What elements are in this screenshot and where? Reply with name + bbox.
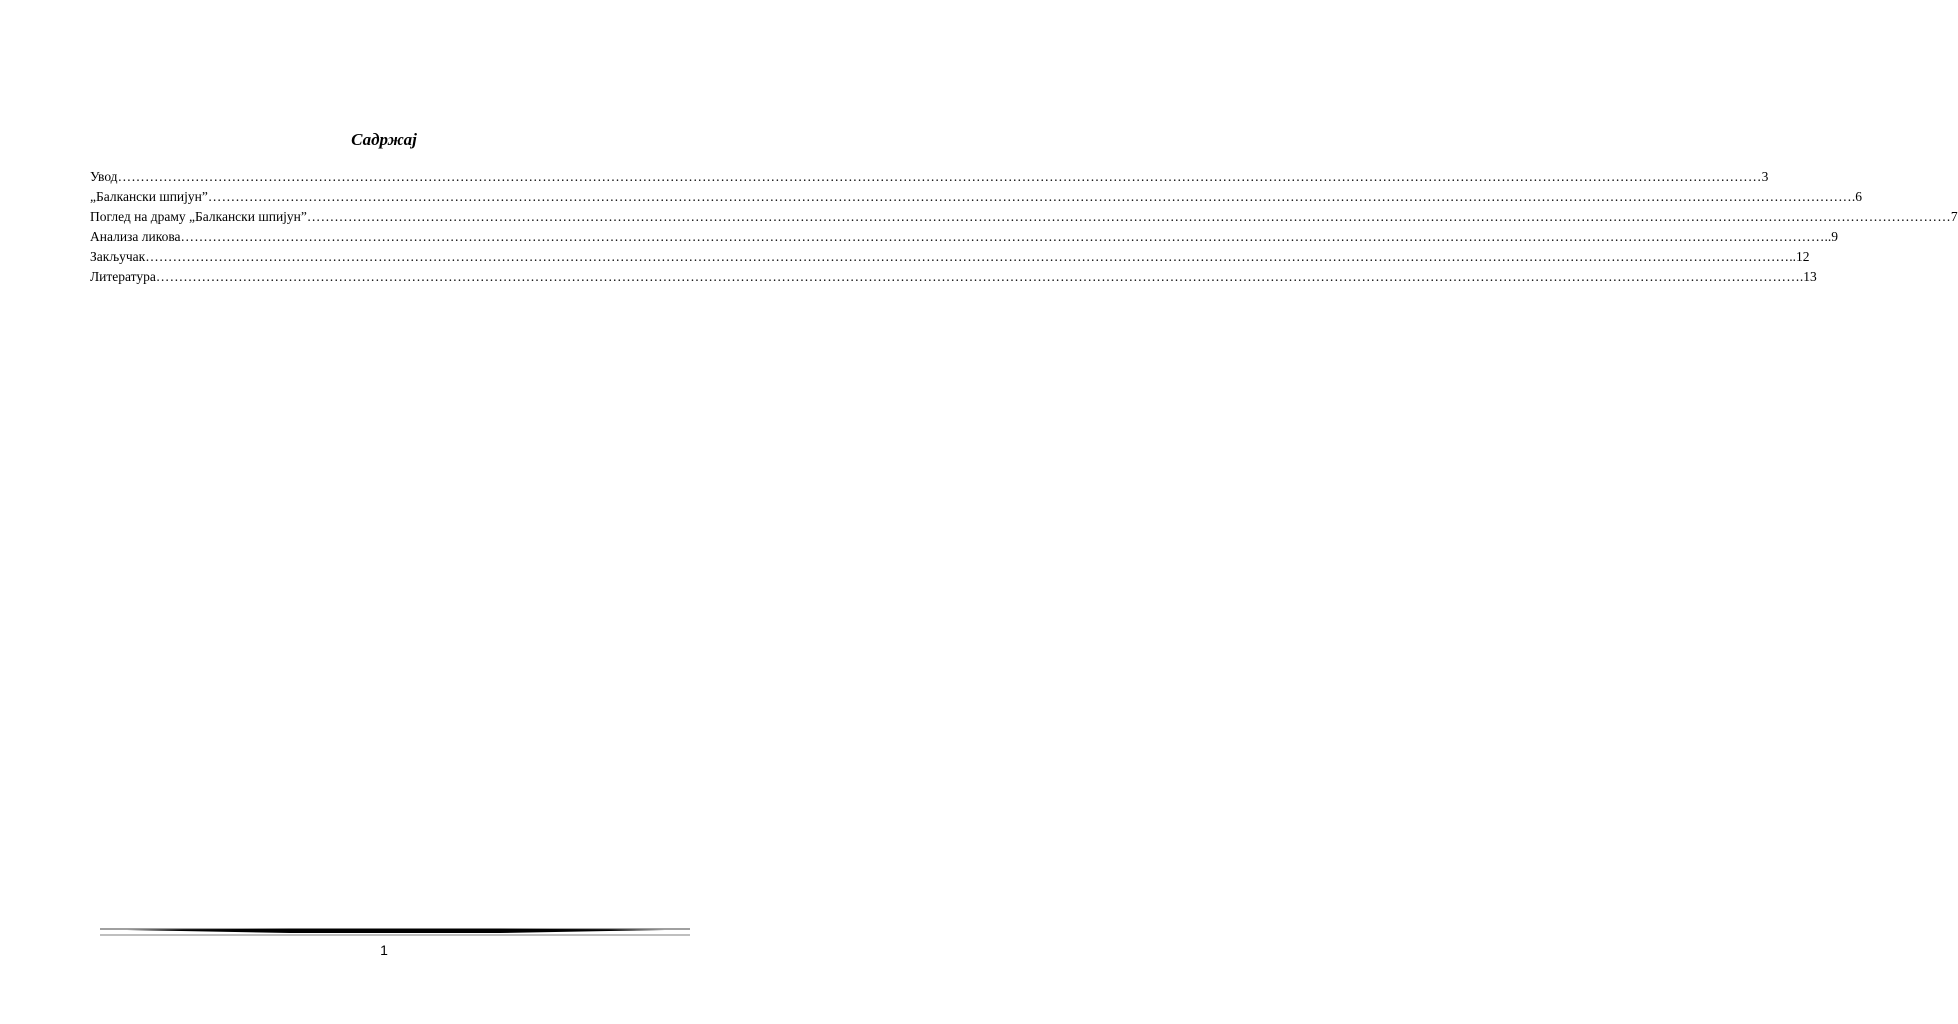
toc-entry-label: Анализа ликова [90, 229, 181, 244]
toc-entry-label: Литература [90, 269, 156, 284]
toc-entry-character-analysis [90, 227, 1839, 247]
toc-entry-page: ..12 [1789, 249, 1810, 264]
toc-entry-drama-overview [90, 207, 1958, 227]
toc-entry-page: 7 [1950, 209, 1958, 224]
dot-leader: ……………………………………………………………………………………………………………………………………………………………………………………………………………………………………………………………………………………………………………………………… [306, 209, 1951, 224]
toc-entry-page: ..9 [1824, 229, 1839, 244]
toc-entry-page: .6 [1851, 189, 1862, 204]
toc-entry-conclusion [90, 247, 1810, 267]
dot-leader: ……………………………………………………………………………………………………………………………………………………………………………………………………………………………………………………………………………………………………………………………… [180, 229, 1825, 244]
dot-leader: ……………………………………………………………………………………………………………………………………………………………………………………………………………………………………………………………………………………………………………………………… [117, 169, 1762, 184]
toc-entry-label: „Балкански шпијун” [90, 189, 208, 204]
dot-leader: ……………………………………………………………………………………………………………………………………………………………………………………………………………………………………………………………………………………………………………………………… [207, 189, 1852, 204]
toc-entry-label: Увод [90, 169, 118, 184]
footer-rule [100, 924, 690, 938]
toc-entry-label: Поглед на драму „Балкански шпијун” [90, 209, 307, 224]
toc-entry-page: 3 [1761, 169, 1769, 184]
toc-entry-literature [90, 267, 1817, 287]
dot-leader: ……………………………………………………………………………………………………………………………………………………………………………………………………………………………………………………………………………………………………………………………… [145, 249, 1790, 264]
toc-entry-label: Закључак [90, 249, 146, 264]
table-of-contents [90, 167, 1958, 287]
dot-leader: ……………………………………………………………………………………………………………………………………………………………………………………………………………………………………………………………………………………………………………………………… [155, 269, 1800, 284]
page-number: 1 [380, 942, 388, 958]
toc-entry-page: .13 [1799, 269, 1817, 284]
toc-entry-balkan-spy [90, 187, 1862, 207]
toc-title: Садржај [351, 130, 417, 149]
toc-entry-intro [90, 167, 1769, 187]
